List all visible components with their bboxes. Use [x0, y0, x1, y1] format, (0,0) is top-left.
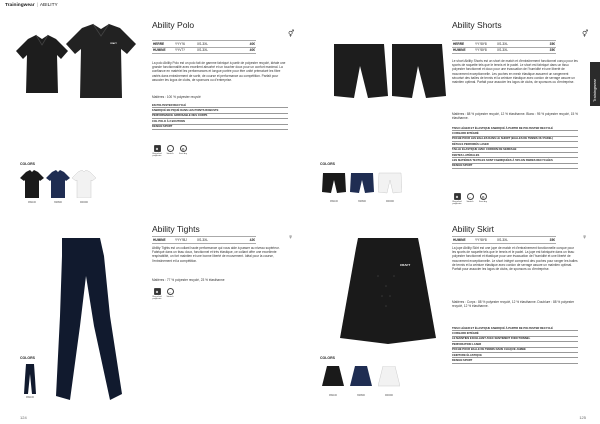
product-description: Ability Tights est un collant haute performance qui vous aide à passer au niveau supérieur. Fabriqué dans un tissu doux, fonctionnel et très élastique, ce collant offre une excellente respirabilité, un fort maintien et une bonne liberté de mouvement. Idéal pour la course, l'entraînement et la compétition. — [152, 246, 280, 263]
colors-label: COLORS — [320, 356, 335, 360]
recycled-icon: ♻ Recycled polyester — [152, 290, 162, 300]
product-title: Ability Tights — [152, 224, 200, 234]
swatch-black — [20, 170, 44, 198]
female-male-icon: ⚥ — [582, 31, 589, 38]
swatch-code: 900000 — [386, 200, 394, 203]
feature-item: COL POLO À 2 BOUTONS — [152, 119, 288, 124]
swatch-code: 396800 — [357, 394, 365, 397]
material-info: Matières : 88 % polyester recyclé, 12 % élasthanne. Blanc : 95 % polyester recyclé, 15 % élasthanne. — [452, 112, 578, 120]
polo-image-male — [62, 22, 140, 100]
product-title: Ability Polo — [152, 20, 195, 30]
swatch-white — [72, 170, 96, 198]
feature-item: PERFORATION LASER — [452, 342, 578, 347]
swatch-code: 900000 — [385, 394, 393, 397]
swatch-code: 999100 — [28, 201, 36, 204]
feature-item: POCHE POUR LES BALLES DANS LE SHORT (BALLES DE TENNIS OU PADEL) — [452, 137, 578, 142]
feature-list — [452, 126, 578, 169]
colors-label: COLORS — [20, 356, 35, 360]
feature-item: DESIGN SPORT — [152, 125, 288, 130]
feature-item: DÉTAILS PERFORÉS LASER — [452, 142, 578, 147]
swatch-code: 999100 — [329, 394, 337, 397]
swatch-code: 396800 — [358, 200, 366, 203]
side-tab-label: Trainingwear — [592, 79, 597, 102]
feature-item: FENTES LATÉRALES — [452, 153, 578, 158]
stretch-icon: ↔ Stretch — [166, 290, 174, 298]
price-table — [452, 236, 556, 244]
colors-label: COLORS — [320, 162, 335, 166]
feature-item: FABRIQUÉ EN PIQUÉ DANS LES POINTS ROBUSTE — [152, 108, 288, 113]
table-row: HUMINE YY?8Y8 XS-3XL 35€ — [453, 237, 555, 242]
swatch-code: 999100 — [26, 396, 34, 399]
brand-logo: CRAFT — [110, 43, 117, 45]
swatch-black — [24, 364, 36, 394]
feature-item: CUISSARD INTÉGRÉ — [452, 331, 578, 336]
feature-item: TISSU LÉGER ET ÉLASTIQUE FABRIQUÉ À PARTIR DE POLYESTER RECYCLÉ — [452, 126, 578, 131]
feature-item: LE MAINTIEN EXCELLENT AVEC SENTIMENT FONCTIONNEL — [452, 337, 578, 342]
recycled-icon: ♻ Recycled polyester — [452, 195, 462, 205]
page-header: Trainingwear | ABILITY — [5, 3, 58, 8]
swatch-navy — [350, 366, 372, 388]
recycled-icon: ♻ Recycled polyester — [152, 147, 162, 157]
feature-item: CEINTURE ÉLASTIQUE — [452, 353, 578, 358]
product-description: La polo Ability Polo est un polo fait de gamme fabriqué à partir de polyester recyclé, idéale une grande fonctionnalité avec excellent absorbé et un toucher doux pour un confort maximal. La confiance en matériel les performances et longue portée pour être unité prématuré les fibre variés dans entraînement de sortir, de course et performance au compétition. Parfait pour associer les logos de clubs, de sponsors ou d'entreprise. — [152, 61, 286, 82]
swatch-white — [378, 366, 400, 388]
page-number-left: 124 — [20, 415, 27, 420]
feature-list — [152, 103, 288, 130]
colors-label: COLORS — [20, 162, 35, 166]
swatch-code: 396800 — [54, 201, 62, 204]
feature-item: TISSU LÉGER ET ÉLASTIQUE FABRIQUÉ À PARTIR DE POLYESTER RECYCLÉ — [452, 326, 578, 331]
swatch-white — [378, 172, 402, 194]
page-number-right: 125 — [579, 415, 586, 420]
section-title: Trainingwear — [5, 3, 35, 8]
dry-icon: ◎ Fast dry — [179, 147, 187, 155]
product-description: Le short Ability Shorts est un short de match et d'entraînement fonctionnel conçu pour les sports de raquette tels que le tennis et le padel. Le short est fabriqué dans un tissu polyester fonctionnel et doux pour une évacuation de l'humidité et une liberté de mouvement exceptionnelle. Les poches en mesh élastique assurent un rangement sécurisé des balles de tennis et la ceinture élastique avec cordon de serrage assure un maintien optimal. Parfait pour associer les logos de clubs, de sponsors ou d'entreprise. — [452, 59, 578, 85]
price-table — [152, 236, 256, 244]
feature-item: DESIGN SPORT — [452, 164, 578, 169]
table-row: HERRE YY?8Y8 XS-3XL 35€ — [453, 41, 555, 46]
care-icons — [152, 288, 175, 300]
feature-item: PERFORMANCE ARROSABLE DES CORPS — [152, 114, 288, 119]
care-icons — [452, 193, 488, 205]
female-icon: ♀ — [582, 234, 588, 241]
feature-list — [452, 326, 578, 364]
price-table — [152, 40, 256, 54]
product-title: Ability Skirt — [452, 224, 495, 234]
swatch-navy — [46, 170, 70, 198]
product-title: Ability Shorts — [452, 20, 502, 30]
dry-icon: ◎ Fast dry — [479, 195, 487, 203]
price-table — [452, 40, 556, 54]
feature-item: LES MATIÈRES TEXTILES SONT FABRIQUÉES À 50% EN FIBRES RECYCLÉES — [452, 158, 578, 163]
female-icon: ♀ — [288, 234, 294, 241]
shorts-image — [330, 40, 450, 100]
feature-item: TAILLE ÉLASTIQUE AVEC CORDON DE SERRAGE — [452, 148, 578, 153]
care-icons — [152, 145, 188, 157]
side-tab — [590, 62, 600, 106]
brand-logo: CRAFT — [400, 263, 411, 267]
tights-image — [40, 236, 130, 402]
table-row: HERRE YYY?6 XS-3XL 40€ — [153, 41, 255, 46]
swatch-code: 900000 — [80, 201, 88, 204]
swatch-navy — [350, 172, 374, 194]
stretch-icon: ↔ Stretch — [166, 147, 174, 155]
material-info: Matières : Corps : 88 % polyester recyclé, 12 % élasthanne. Doublure : 88 % polyester recyclé, 12 % élasthanne. — [452, 300, 575, 308]
subsection-title: ABILITY — [39, 3, 58, 8]
material-info: Matières : 77 % polyester recyclé, 23 % élasthanne — [152, 278, 225, 282]
feature-item: POCHE POUR BALLE DE TENNIS DANS CHAQUE JAMBE — [452, 348, 578, 353]
skirt-image — [338, 236, 438, 346]
feature-item: EN POLYESTER RECYCLÉ — [152, 103, 288, 108]
table-row: HUMINE YYY?BJ XS-3XL 42€ — [153, 237, 255, 242]
table-row: HUMINE YY?8Y8 XS-3XL 35€ — [453, 48, 555, 53]
stretch-icon: ↔ Stretch — [466, 195, 474, 203]
swatch-black — [322, 366, 344, 388]
swatch-black — [322, 172, 346, 194]
table-row: HUMINE YYV7? XS-3XL 40€ — [153, 48, 255, 53]
feature-item: CUISSARD INTÉGRÉ — [452, 131, 578, 136]
swatch-code: 999100 — [330, 200, 338, 203]
feature-item: DESIGN SPORT — [452, 358, 578, 363]
female-male-icon: ⚥ — [288, 31, 295, 38]
material-info: Matières : 100 % polyester recyclé — [152, 95, 201, 99]
product-description: La jupe Ability Skirt est une jupe de match et d'entraînement fonctionnelle conçue pour les sports de raquette tels que le tennis et le padel. La jupe est fabriquée dans un tissu polyester fonctionnel et élastique pour une évacuation de l'humidité et une liberté de mouvement exceptionnelle. Le short intégré comprend des poches pour ranger les balles de tennis et la ceinture élastique avec cordon de serrage assure un maintien optimal. Parfait pour associer les logos de clubs, de sponsors ou d'entreprise. — [452, 246, 578, 272]
